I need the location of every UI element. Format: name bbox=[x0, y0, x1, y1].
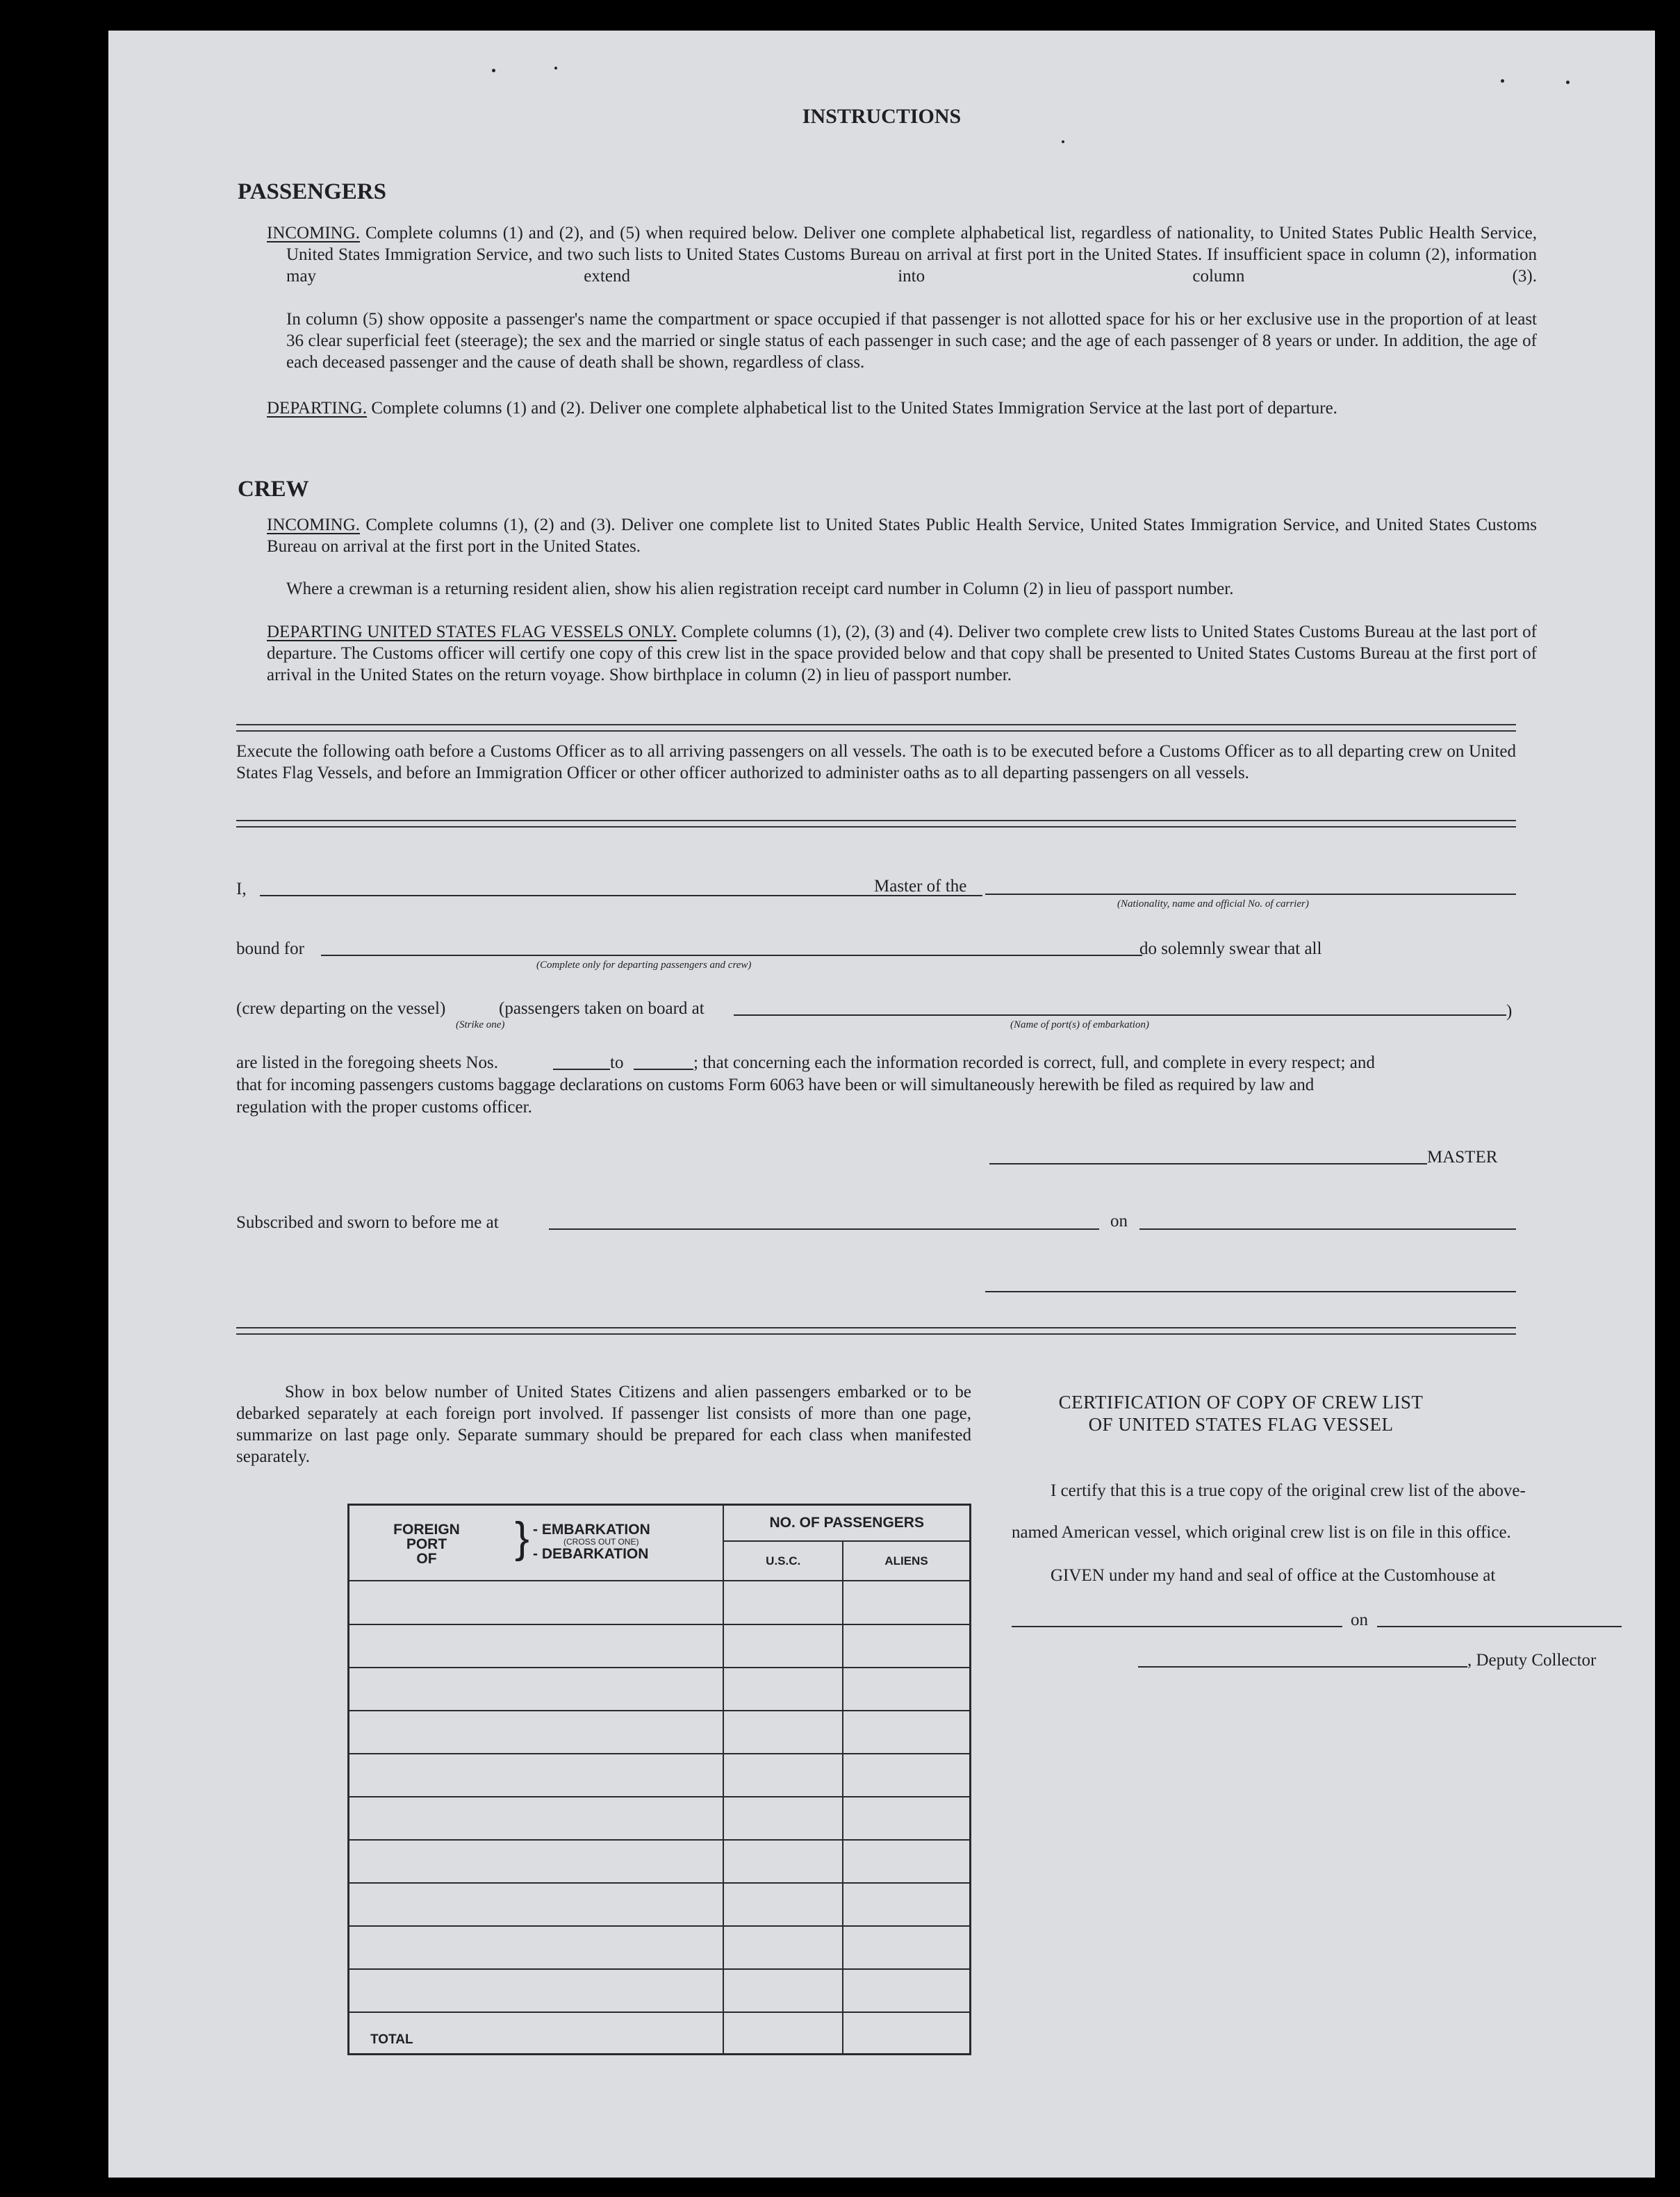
instructions-title: INSTRUCTIONS bbox=[802, 105, 962, 128]
port-cell[interactable] bbox=[349, 1581, 724, 1624]
listed-line-1 bbox=[236, 1052, 498, 1073]
sworn-place-line[interactable] bbox=[549, 1228, 1099, 1230]
passengers-incoming-label: INCOMING. bbox=[267, 224, 361, 242]
listed-line-2: that for incoming passengers customs baggage declarations on customs Form 6063 have been or will simultaneously herewith be filed as required by law and bbox=[236, 1076, 1315, 1094]
aliens-cell[interactable] bbox=[843, 1840, 971, 1883]
speck bbox=[554, 67, 557, 69]
aliens-cell[interactable] bbox=[843, 1624, 971, 1668]
cert-on-label: on bbox=[1351, 1611, 1368, 1629]
crew-resident-paragraph: Where a crewman is a returning resident alien, show his alien registration receipt card number in Column (2) in lieu of passport number. bbox=[286, 579, 1234, 598]
aliens-cell[interactable] bbox=[843, 1797, 971, 1840]
carrier-line[interactable] bbox=[985, 894, 1516, 895]
crew-incoming-text: Complete columns (1), (2) and (3). Deliver one complete list to United States Public Health Service, United States Immigration Service, and United States Customs Bureau on arrival at the first port in the United States. bbox=[267, 516, 1538, 556]
passengers-taken-option[interactable]: (passengers taken on board at bbox=[499, 999, 705, 1018]
port-caption: (Name of port(s) of embarkation) bbox=[1010, 1019, 1149, 1030]
bound-for-line[interactable] bbox=[321, 955, 1142, 956]
table-row bbox=[349, 1797, 971, 1840]
listed-text-b: ; that concerning each the information recorded is correct, full, and complete in every respect; and bbox=[693, 1053, 1375, 1072]
oath-i-label: I, bbox=[236, 880, 247, 898]
passengers-column5-paragraph: In column (5) show opposite a passenger's name the compartment or space occupied if that passenger is not allotted space for his or her exclusive use in the proportion of at least 36 clear superficial feet (steerage); the sex and the married or single status of each passenger in such case; and the age of each passenger of 8 years or under. In addition, the age of each deceased passenger and the cause of death shall be shown, regardless of class. bbox=[286, 310, 1537, 372]
sworn-date-line[interactable] bbox=[1139, 1228, 1516, 1230]
divider bbox=[236, 820, 1516, 828]
certify-line-2: named American vessel, which original crew list is on file in this office. bbox=[1012, 1523, 1511, 1542]
certification-title-line1: CERTIFICATION OF COPY OF CREW LIST bbox=[1058, 1392, 1424, 1413]
passenger-summary-table bbox=[347, 1504, 971, 2055]
total-row bbox=[349, 2012, 971, 2054]
deputy-signature-line[interactable] bbox=[1138, 1666, 1467, 1668]
do-swear-text: do solemnly swear that all bbox=[1139, 939, 1322, 958]
debarkation-option[interactable]: - DEBARKATION bbox=[533, 1546, 649, 1562]
brace-icon: } bbox=[515, 1514, 529, 1562]
divider bbox=[236, 724, 1516, 732]
aliens-cell[interactable] bbox=[843, 1926, 971, 1969]
crew-heading: CREW bbox=[238, 477, 309, 502]
given-text: GIVEN under my hand and seal of office at the Customhouse at bbox=[1051, 1566, 1496, 1585]
certification-title bbox=[998, 1391, 1484, 1435]
table-row bbox=[349, 1840, 971, 1883]
listed-line-3: regulation with the proper customs officer. bbox=[236, 1098, 532, 1117]
passengers-incoming-text: Complete columns (1) and (2), and (5) when required below. Deliver one complete alphabetical list, regardless of nationality, to United States Public Health Service, United States Immigration Service, and two such lists to United States Customs Bureau on arrival at first port in the United States. If insufficient space in column (2), information may extend into column (3). bbox=[286, 224, 1538, 286]
embarkation-option[interactable]: - EMBARKATION bbox=[533, 1522, 650, 1538]
usc-cell[interactable] bbox=[723, 1668, 843, 1711]
speck bbox=[1501, 79, 1504, 83]
port-cell[interactable] bbox=[349, 1711, 724, 1754]
listed-to: to bbox=[610, 1053, 624, 1072]
table-row bbox=[349, 1668, 971, 1711]
aliens-cell[interactable] bbox=[843, 1969, 971, 2012]
speck bbox=[1062, 140, 1064, 143]
certify-line-1: I certify that this is a true copy of the original crew list of the above- bbox=[1051, 1481, 1526, 1500]
oath-instructions: Execute the following oath before a Customs Officer as to all arriving passengers on all vessels. The oath is to be executed before a Customs Officer as to all departing crew on United States Flag Vessels, and before an Immigration Officer or other officer authorized to administer oaths as to all departing passengers on all vessels. bbox=[236, 742, 1516, 782]
foreign-port-header bbox=[349, 1505, 724, 1581]
table-header-row bbox=[349, 1505, 971, 1542]
aliens-total-cell[interactable] bbox=[843, 2012, 971, 2054]
header-port: PORT bbox=[406, 1536, 447, 1552]
crew-departing-label: DEPARTING UNITED STATES FLAG VESSELS ONLY. bbox=[267, 623, 677, 641]
port-cell[interactable] bbox=[349, 1969, 724, 2012]
cross-out-caption: (CROSS OUT ONE) bbox=[563, 1537, 639, 1547]
usc-total-cell[interactable] bbox=[723, 2012, 843, 2054]
table-row bbox=[349, 1754, 971, 1797]
port-cell[interactable] bbox=[349, 1797, 724, 1840]
aliens-cell[interactable] bbox=[843, 1754, 971, 1797]
speck bbox=[492, 69, 495, 72]
crew-departing-text: Complete columns (1), (2), (3) and (4). Deliver two complete crew lists to United States Customs Bureau at the last port of departure. The Customs officer will certify one copy of this crew list in the space provided below and that copy shall be presented to United States Customs Bureau at the first port of arrival in the United States on the return voyage. Show birthplace in column (2) in lieu of passport number. bbox=[267, 623, 1538, 684]
table-row bbox=[349, 1926, 971, 1969]
header-of: OF bbox=[416, 1551, 437, 1567]
passengers-departing-label: DEPARTING. bbox=[267, 399, 368, 418]
passengers-departing-text: Complete columns (1) and (2). Deliver one complete alphabetical list to the United States Immigration Service at the last port of departure. bbox=[371, 399, 1337, 418]
officer-signature-line[interactable] bbox=[985, 1291, 1516, 1292]
port-cell[interactable] bbox=[349, 1840, 724, 1883]
strike-one-caption: (Strike one) bbox=[456, 1019, 505, 1030]
master-of-the-label: Master of the bbox=[874, 877, 967, 896]
usc-cell[interactable] bbox=[723, 1624, 843, 1668]
usc-cell[interactable] bbox=[723, 1883, 843, 1926]
sheet-to-line[interactable] bbox=[634, 1069, 693, 1070]
passengers-heading: PASSENGERS bbox=[238, 179, 386, 204]
total-label: TOTAL bbox=[349, 2012, 724, 2054]
deputy-collector-label: , Deputy Collector bbox=[1467, 1651, 1597, 1670]
subscribed-label: Subscribed and sworn to before me at bbox=[236, 1213, 499, 1232]
summary-instructions: Show in box below number of United States Citizens and alien passengers embarked or to be debarked separately at each foreign port involved. If passenger list consists of more than one page, summarize on last page only. Separate summary should be prepared for each class when manifested separately. bbox=[236, 1383, 971, 1466]
usc-cell[interactable] bbox=[723, 1969, 843, 2012]
sheet-from-line[interactable] bbox=[553, 1069, 610, 1070]
crew-departing-paragraph bbox=[267, 621, 1537, 686]
carrier-caption: (Nationality, name and official No. of carrier) bbox=[1117, 898, 1309, 910]
usc-cell[interactable] bbox=[723, 1840, 843, 1883]
aliens-cell[interactable] bbox=[843, 1711, 971, 1754]
close-paren: ) bbox=[1506, 1002, 1513, 1021]
usc-cell[interactable] bbox=[723, 1926, 843, 1969]
speck bbox=[1566, 81, 1570, 84]
table-row bbox=[349, 1883, 971, 1926]
port-cell[interactable] bbox=[349, 1883, 724, 1926]
port-cell[interactable] bbox=[349, 1926, 724, 1969]
no-passengers-header: NO. OF PASSENGERS bbox=[723, 1505, 970, 1542]
passengers-incoming-paragraph bbox=[267, 222, 1537, 287]
aliens-cell[interactable] bbox=[843, 1883, 971, 1926]
divider bbox=[236, 1327, 1516, 1335]
port-cell[interactable] bbox=[349, 1624, 724, 1668]
table-row bbox=[349, 1711, 971, 1754]
usc-cell[interactable] bbox=[723, 1797, 843, 1840]
certification-title-line2: OF UNITED STATES FLAG VESSEL bbox=[1088, 1414, 1394, 1435]
port-line[interactable] bbox=[734, 1014, 1506, 1016]
master-signature-line[interactable] bbox=[989, 1163, 1427, 1165]
usc-cell[interactable] bbox=[723, 1711, 843, 1754]
bound-caption: (Complete only for departing passengers and crew) bbox=[536, 960, 752, 971]
usc-cell[interactable] bbox=[723, 1754, 843, 1797]
port-cell[interactable] bbox=[349, 1754, 724, 1797]
form-page bbox=[108, 31, 1655, 2178]
header-foreign: FOREIGN bbox=[393, 1522, 460, 1538]
crew-incoming-paragraph bbox=[267, 514, 1537, 557]
port-cell[interactable] bbox=[349, 1668, 724, 1711]
aliens-cell[interactable] bbox=[843, 1581, 971, 1624]
table-row bbox=[349, 1624, 971, 1668]
usc-header: U.S.C. bbox=[723, 1541, 843, 1581]
table-row bbox=[349, 1581, 971, 1624]
customhouse-line[interactable] bbox=[1012, 1626, 1342, 1627]
usc-cell[interactable] bbox=[723, 1581, 843, 1624]
master-label: MASTER bbox=[1427, 1148, 1498, 1167]
sworn-on-label: on bbox=[1110, 1212, 1128, 1231]
aliens-cell[interactable] bbox=[843, 1668, 971, 1711]
bound-for-label: bound for bbox=[236, 939, 304, 958]
aliens-header: ALIENS bbox=[843, 1541, 971, 1581]
crew-departing-option[interactable]: (crew departing on the vessel) bbox=[236, 999, 446, 1018]
table-row bbox=[349, 1969, 971, 2012]
passengers-departing-paragraph bbox=[267, 397, 1537, 419]
crew-incoming-label: INCOMING. bbox=[267, 516, 361, 534]
listed-text-a: are listed in the foregoing sheets Nos. bbox=[236, 1053, 498, 1072]
cert-date-line[interactable] bbox=[1377, 1626, 1622, 1627]
